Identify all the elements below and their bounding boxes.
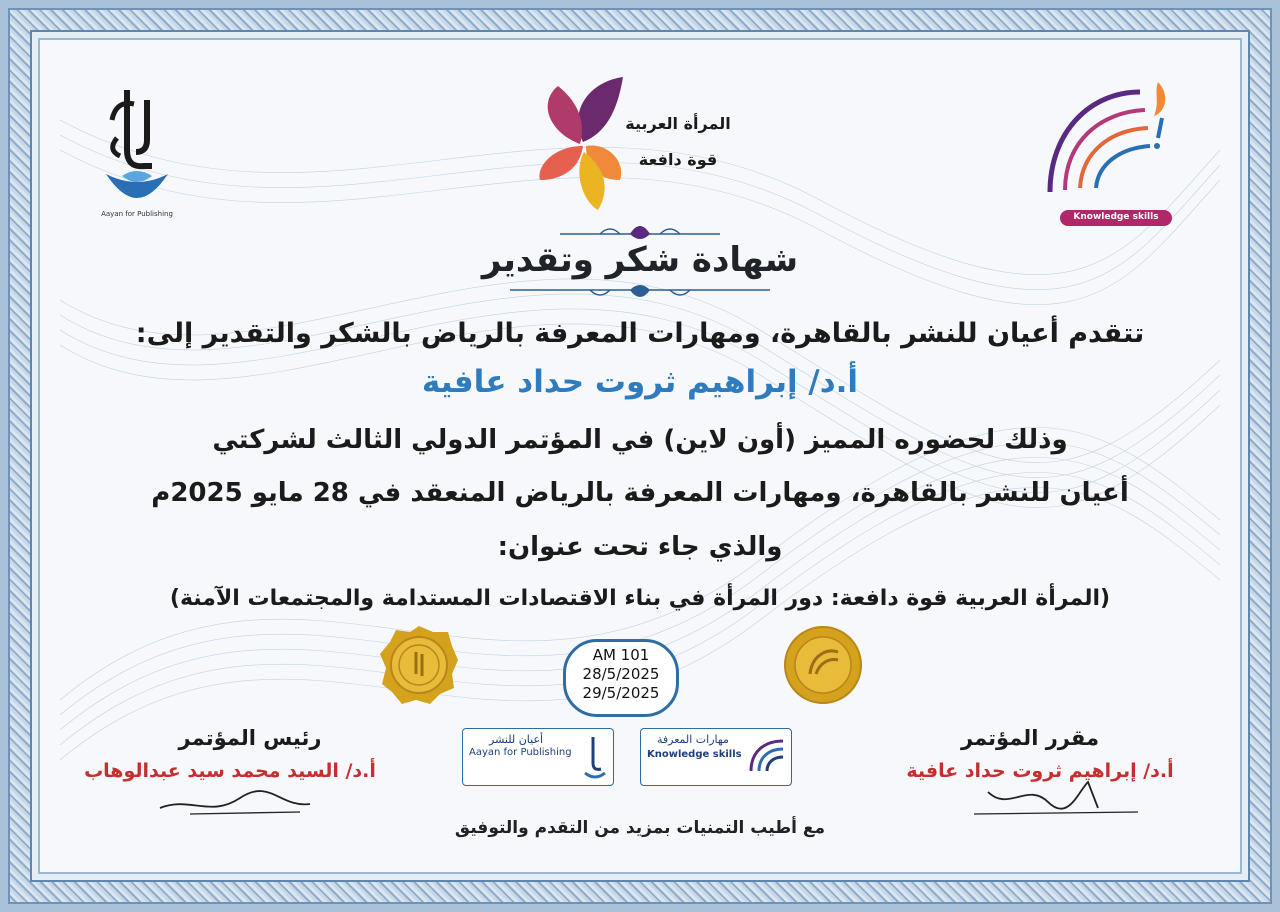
certificate-date-start: 28/5/2025 — [582, 665, 660, 683]
right-signatory-name: أ.د/ إبراهيم ثروت حداد عافية — [906, 760, 1174, 782]
body-line-2: أعيان للنشر بالقاهرة، ومهارات المعرفة بالرياض المنعقد في 28 مايو 2025م — [151, 478, 1129, 508]
gold-seal-right — [782, 624, 864, 706]
center-logo-line1: المرأة العربية — [625, 114, 731, 133]
certificate-title: شهادة شكر وتقدير — [481, 240, 799, 280]
stamp-knowledge-arabic: مهارات المعرفة — [657, 733, 729, 746]
right-signatory-role: مقرر المؤتمر — [961, 726, 1099, 750]
closing-wishes: مع أطيب التمنيات بمزيد من التقدم والتوفيق — [454, 818, 826, 838]
certificate-id: AM 101 — [592, 646, 650, 664]
center-logo-line2: قوة دافعة — [638, 150, 718, 169]
stamp-aayan-english: Aayan for Publishing — [469, 747, 572, 758]
body-line-3: والذي جاء تحت عنوان: — [497, 532, 783, 562]
body-line-1: وذلك لحضوره المميز (أون لاين) في المؤتمر الدولي الثالث لشركتي — [212, 425, 1068, 455]
left-signatory-name: أ.د/ السيد محمد سيد عبدالوهاب — [84, 760, 376, 782]
aayan-publishing-logo — [92, 80, 182, 222]
gold-seal-left — [378, 624, 460, 706]
stamp-knowledge-mark — [745, 735, 789, 779]
certificate-date-end: 29/5/2025 — [582, 684, 660, 702]
recipient-name: أ.د/ إبراهيم ثروت حداد عافية — [421, 364, 859, 400]
right-signature — [968, 772, 1148, 822]
stamp-knowledge-english: Knowledge skills — [647, 749, 742, 760]
conference-topic: (المرأة العربية قوة دافعة: دور المرأة في بناء الاقتصادات المستدامة والمجتمعات الآمنة) — [169, 586, 1111, 611]
stamp-knowledge — [640, 728, 792, 786]
certificate-code-box — [563, 639, 679, 717]
knowledge-logo-caption: Knowledge skills — [1073, 212, 1159, 222]
stamp-aayan-arabic: أعيان للنشر — [489, 733, 544, 746]
stamp-aayan — [462, 728, 614, 786]
arab-woman-petal-logo — [528, 72, 638, 212]
stamp-aayan-mark — [581, 733, 609, 781]
knowledge-skills-logo — [1030, 72, 1180, 228]
left-signatory-role: رئيس المؤتمر — [178, 726, 322, 750]
aayan-logo-caption: Aayan for Publishing — [101, 210, 173, 218]
intro-text: تتقدم أعيان للنشر بالقاهرة، ومهارات المعرفة بالرياض بالشكر والتقدير إلى: — [135, 318, 1145, 349]
